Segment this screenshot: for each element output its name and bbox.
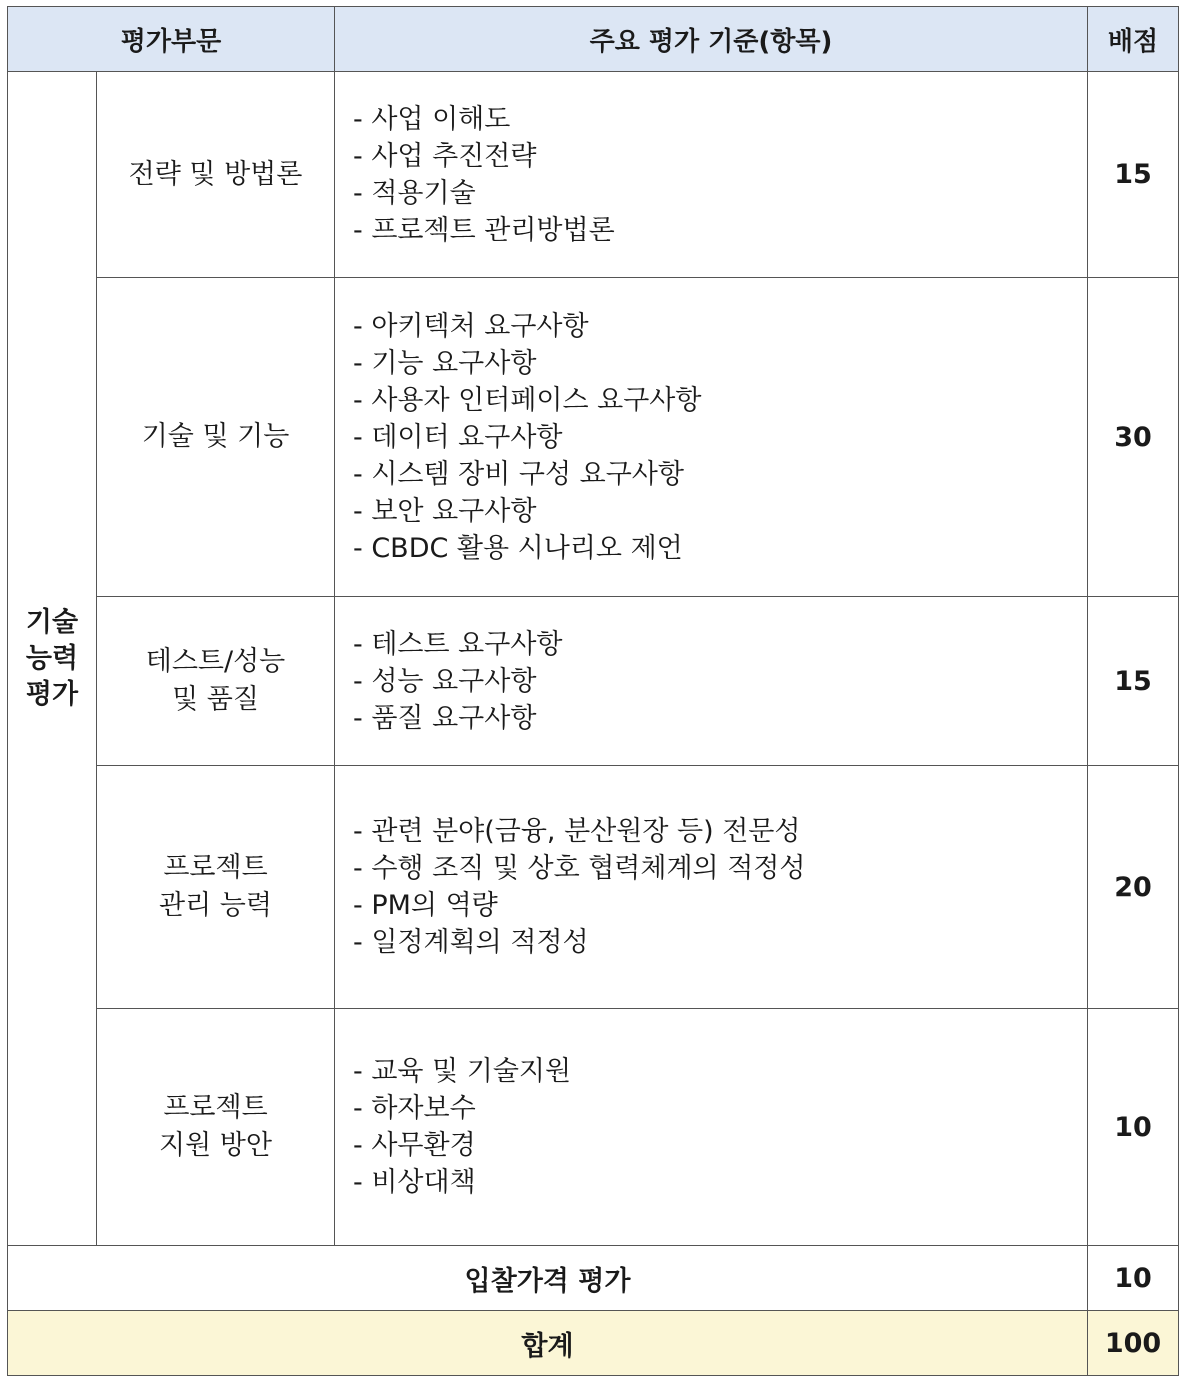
total-label: 합계 bbox=[8, 1311, 1088, 1376]
criteria-item: - 사무환경 bbox=[353, 1130, 476, 1161]
criteria-item: - 테스트 요구사항 bbox=[353, 628, 563, 660]
subcategory-line: 테스트/성능 bbox=[145, 646, 286, 677]
table-row bbox=[8, 72, 1179, 278]
subcategory-line: 기술 및 기능 bbox=[141, 421, 290, 452]
subcategory-line: 전략 및 방법론 bbox=[128, 158, 303, 190]
subcategory-line: 관리 능력 bbox=[159, 890, 272, 921]
subcategory bbox=[97, 597, 335, 766]
criteria-item: - 하자보수 bbox=[353, 1093, 476, 1124]
subcategory-line: 프로젝트 bbox=[163, 1092, 268, 1123]
criteria-item: - 사용자 인터페이스 요구사항 bbox=[353, 384, 702, 416]
subcategory-line: 지원 방안 bbox=[159, 1130, 272, 1161]
criteria-list bbox=[335, 766, 1088, 1009]
criteria-item: - 사업 추진전략 bbox=[353, 140, 537, 172]
header-criteria: 주요 평가 기준(항목) bbox=[335, 7, 1088, 72]
criteria-item: - 보안 요구사항 bbox=[353, 495, 537, 527]
section-label-line: 능력 bbox=[25, 642, 79, 674]
criteria-item: - 기능 요구사항 bbox=[353, 347, 537, 379]
criteria-item: - 적용기술 bbox=[353, 177, 476, 209]
criteria-item: - 데이터 요구사항 bbox=[353, 421, 563, 453]
score-value: 20 bbox=[1088, 766, 1179, 1009]
price-score: 10 bbox=[1088, 1246, 1179, 1311]
header-row bbox=[8, 7, 1179, 72]
criteria-item: - 관련 분야(금융, 분산원장 등) 전문성 bbox=[353, 816, 801, 847]
criteria-item: - 아키텍처 요구사항 bbox=[353, 310, 589, 342]
criteria-item: - 사업 이해도 bbox=[353, 103, 511, 135]
table-row bbox=[8, 766, 1179, 1009]
section-label-line: 기술 bbox=[25, 606, 79, 638]
criteria-item: - CBDC 활용 시나리오 제언 bbox=[353, 532, 683, 564]
subcategory bbox=[97, 72, 335, 278]
subcategory-line: 및 품질 bbox=[172, 684, 259, 715]
criteria-item: - 비상대책 bbox=[353, 1167, 476, 1198]
criteria-item: - 품질 요구사항 bbox=[353, 702, 537, 734]
score-value: 15 bbox=[1088, 597, 1179, 766]
criteria-list bbox=[335, 1009, 1088, 1246]
criteria-item: - PM의 역량 bbox=[353, 890, 498, 921]
price-row bbox=[8, 1246, 1179, 1311]
header-category: 평가부문 bbox=[8, 7, 335, 72]
criteria-list bbox=[335, 597, 1088, 766]
criteria-item: - 교육 및 기술지원 bbox=[353, 1056, 572, 1087]
section-label bbox=[8, 72, 97, 1246]
table-row bbox=[8, 278, 1179, 597]
table-row bbox=[8, 597, 1179, 766]
section-label-line: 평가 bbox=[25, 678, 79, 710]
evaluation-table bbox=[7, 6, 1179, 1376]
score-value: 15 bbox=[1088, 72, 1179, 278]
score-value: 30 bbox=[1088, 278, 1179, 597]
total-row bbox=[8, 1311, 1179, 1376]
subcategory bbox=[97, 1009, 335, 1246]
score-value: 10 bbox=[1088, 1009, 1179, 1246]
subcategory bbox=[97, 766, 335, 1009]
criteria-list bbox=[335, 72, 1088, 278]
criteria-list bbox=[335, 278, 1088, 597]
total-score: 100 bbox=[1088, 1311, 1179, 1376]
subcategory bbox=[97, 278, 335, 597]
criteria-item: - 수행 조직 및 상호 협력체계의 적정성 bbox=[353, 853, 806, 884]
criteria-item: - 시스템 장비 구성 요구사항 bbox=[353, 458, 684, 490]
subcategory-line: 프로젝트 bbox=[163, 852, 268, 883]
criteria-item: - 성능 요구사항 bbox=[353, 665, 537, 697]
price-label: 입찰가격 평가 bbox=[8, 1246, 1088, 1311]
criteria-item: - 일정계획의 적정성 bbox=[353, 927, 589, 958]
criteria-item: - 프로젝트 관리방법론 bbox=[353, 214, 615, 246]
header-score: 배점 bbox=[1088, 7, 1179, 72]
table-row bbox=[8, 1009, 1179, 1246]
